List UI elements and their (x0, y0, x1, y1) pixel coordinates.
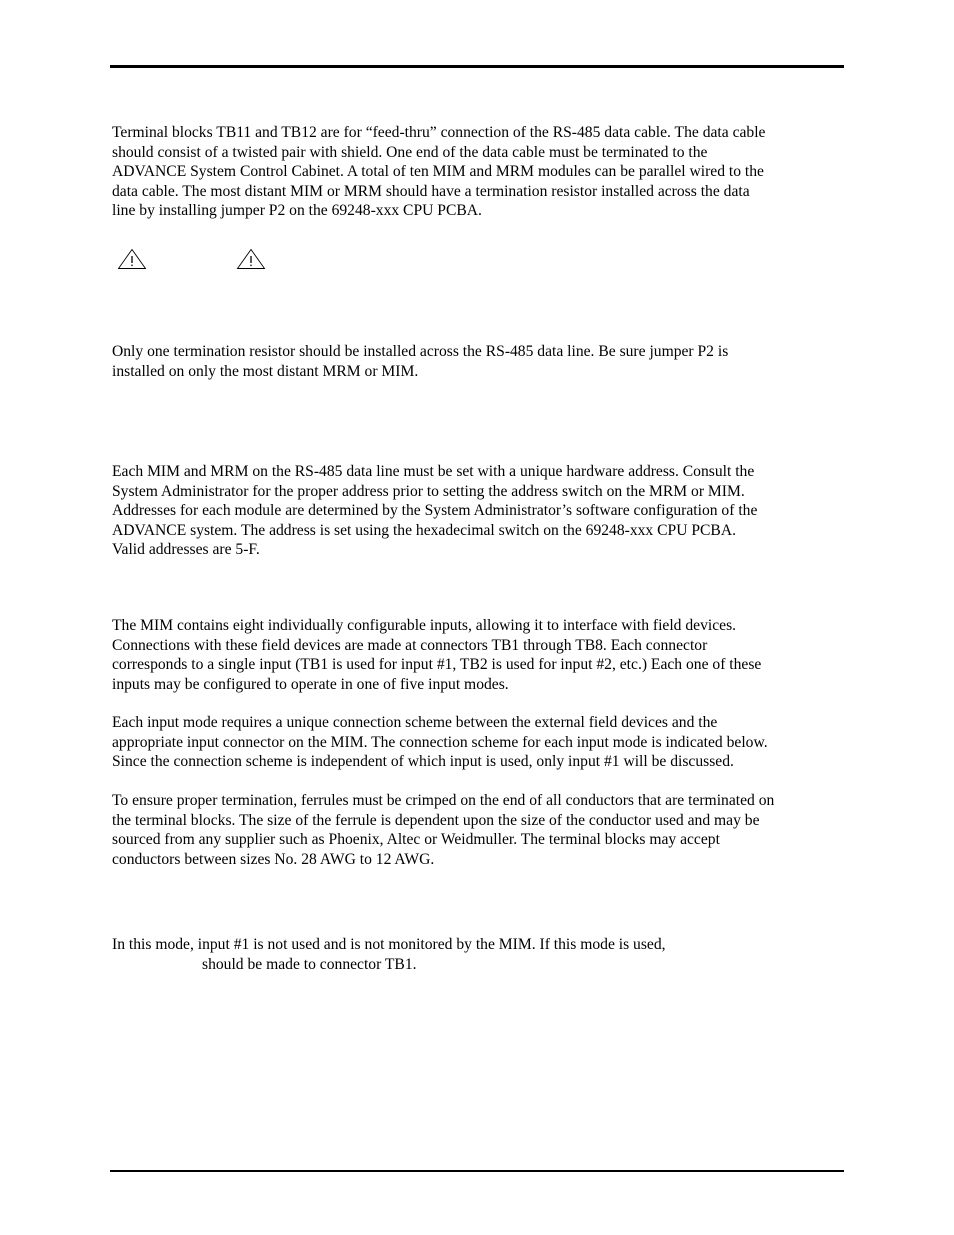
unused-mode-paragraph (112, 935, 847, 974)
text-line: installed on only the most distant MRM or MIM. (112, 362, 419, 380)
text-line: Connections with these field devices are made at connectors TB1 through TB8. Each connector (112, 636, 708, 654)
warning-triangle-icon (236, 248, 266, 270)
ferrules-paragraph (112, 791, 847, 869)
text-line: appropriate input connector on the MIM. The connection scheme for each input mode is indicated below. (112, 733, 768, 751)
text-line: Each MIM and MRM on the RS-485 data line must be set with a unique hardware address. Consult the (112, 463, 755, 480)
text-line: line by installing jumper P2 on the 69248-xxx CPU PCBA. (112, 202, 482, 220)
text-line: The MIM contains eight individually configurable inputs, allowing it to interface with field devices. (112, 617, 737, 634)
data-cable-paragraph (112, 123, 847, 221)
inputs-intro-paragraph (112, 616, 847, 694)
text-line: corresponds to a single input (TB1 is used for input #1, TB2 is used for input #2, etc.) Each one of these (112, 656, 762, 674)
warning-triangle-icon (117, 248, 147, 270)
text-line: System Administrator for the proper address prior to setting the address switch on the MRM or MIM. (112, 482, 745, 500)
text-line: In this mode, input #1 is not used and is not monitored by the MIM. If this mode is used, (112, 936, 666, 953)
text-line: conductors between sizes No. 28 AWG to 12 AWG. (112, 850, 435, 868)
text-line: ADVANCE System Control Cabinet. A total of ten MIM and MRM modules can be parallel wired to the (112, 163, 764, 181)
text-line: should be made to connector TB1. (202, 955, 417, 973)
text-line: inputs may be configured to operate in one of five input modes. (112, 675, 509, 693)
text-line: Since the connection scheme is independent of which input is used, only input #1 will be discussed. (112, 753, 734, 771)
text-line: should consist of a twisted pair with shield. One end of the data cable must be terminated to the (112, 143, 708, 161)
addressing-paragraph (112, 462, 847, 560)
text-line: the terminal blocks. The size of the ferrule is dependent upon the size of the conductor used and may be (112, 811, 760, 829)
text-line: Terminal blocks TB11 and TB12 are for “feed-thru” connection of the RS-485 data cable. The data cable (112, 124, 766, 141)
caution-paragraph (112, 342, 847, 381)
text-line: Each input mode requires a unique connection scheme between the external field devices and the (112, 714, 718, 731)
connection-scheme-paragraph (112, 713, 847, 772)
header-rule (110, 65, 844, 68)
text-line: data cable. The most distant MIM or MRM should have a termination resistor installed across the data (112, 182, 750, 200)
footer-rule (110, 1170, 844, 1172)
text-line: To ensure proper termination, ferrules must be crimped on the end of all conductors that are terminated on (112, 792, 775, 809)
text-line: sourced from any supplier such as Phoenix, Altec or Weidmuller. The terminal blocks may accept (112, 831, 720, 849)
text-line: Addresses for each module are determined by the System Administrator’s software configuration of the (112, 502, 758, 520)
text-line: Only one termination resistor should be installed across the RS-485 data line. Be sure jumper P2 is (112, 343, 729, 360)
text-line: Valid addresses are 5-F. (112, 541, 260, 559)
text-line: ADVANCE system. The address is set using the hexadecimal switch on the 69248-xxx CPU PCBA. (112, 521, 736, 539)
